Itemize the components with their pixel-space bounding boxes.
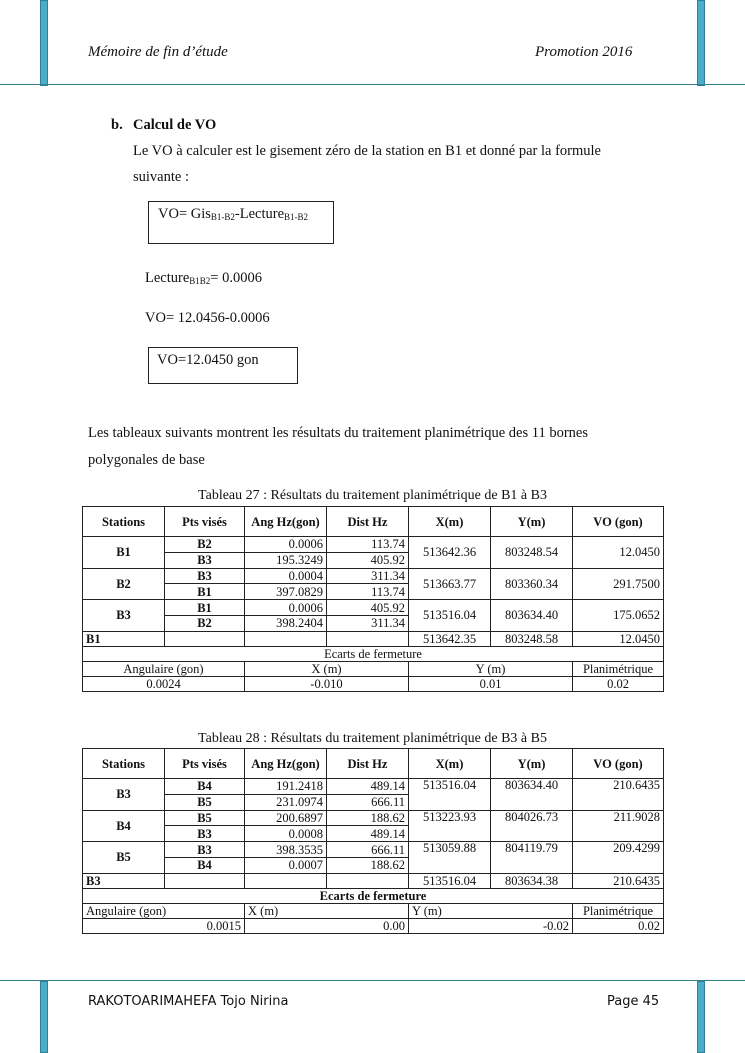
formula-part: -Lecture	[234, 206, 285, 222]
empty-cell	[327, 631, 409, 646]
lecture-sub: B1B2	[189, 276, 211, 286]
vo-result: VO=12.0450 gon	[157, 352, 259, 368]
lecture-label: Lecture	[145, 270, 190, 286]
section-marker: b.	[111, 117, 123, 133]
table-row	[83, 810, 664, 826]
header-left: Mémoire de fin d’étude	[88, 44, 228, 60]
dist-hz: 311.34	[327, 615, 409, 631]
dist-hz: 188.62	[327, 857, 409, 873]
ecarts-value: 0.0024	[83, 676, 245, 691]
vo-value: 210.6435	[573, 779, 664, 811]
table28-caption: Tableau 28 : Résultats du traitement planimétrique de B3 à B5	[198, 731, 547, 746]
sight-point: B5	[165, 794, 245, 810]
ecarts-label: X (m)	[245, 661, 409, 676]
ecarts-value: 0.01	[409, 676, 573, 691]
empty-cell	[327, 873, 409, 888]
ecarts-label-row	[83, 661, 664, 676]
dist-hz: 489.14	[327, 779, 409, 795]
x-coord: 513516.04	[409, 873, 491, 888]
column-header: Pts visés	[165, 749, 245, 779]
sight-point: B4	[165, 779, 245, 795]
y-coord: 803634.40	[491, 779, 573, 811]
vo-value: 291.7500	[573, 568, 664, 600]
paragraph-line1: Les tableaux suivants montrent les résultats du traitement planimétrique des 11 bornes	[88, 425, 588, 441]
table-row	[83, 600, 664, 616]
vo-value: 209.4299	[573, 842, 664, 874]
table-28	[82, 748, 664, 934]
sight-point: B2	[165, 537, 245, 553]
footer-bar-right	[697, 981, 705, 1053]
sight-point: B5	[165, 810, 245, 826]
footer-page: Page 45	[607, 994, 660, 1009]
column-header: Stations	[83, 507, 165, 537]
station-cell: B4	[83, 810, 165, 842]
column-header: Stations	[83, 749, 165, 779]
column-header: VO (gon)	[573, 749, 664, 779]
y-coord: 804119.79	[491, 842, 573, 874]
footer-divider	[0, 980, 745, 981]
intro-line2: suivante :	[133, 169, 189, 185]
ang-hz: 231.0974	[245, 794, 327, 810]
ecarts-value-row	[83, 918, 664, 933]
sight-point: B1	[165, 600, 245, 616]
column-header: X(m)	[409, 749, 491, 779]
y-coord: 804026.73	[491, 810, 573, 842]
table-row	[83, 537, 664, 553]
ecarts-label: Y (m)	[409, 661, 573, 676]
ang-hz: 0.0006	[245, 600, 327, 616]
table-row	[83, 779, 664, 795]
column-header: VO (gon)	[573, 507, 664, 537]
station-cell: B1	[83, 631, 165, 646]
sight-point: B3	[165, 552, 245, 568]
closing-row	[83, 631, 664, 646]
station-cell: B5	[83, 842, 165, 874]
x-coord: 513516.04	[409, 600, 491, 632]
column-header: Y(m)	[491, 749, 573, 779]
y-coord: 803248.58	[491, 631, 573, 646]
table-row	[83, 842, 664, 858]
sight-point: B3	[165, 826, 245, 842]
footer-bar-left	[40, 981, 48, 1053]
empty-cell	[165, 631, 245, 646]
ecarts-value: 0.00	[245, 918, 409, 933]
dist-hz: 666.11	[327, 842, 409, 858]
ecarts-label: Angulaire (gon)	[83, 661, 245, 676]
empty-cell	[165, 873, 245, 888]
vo-value: 175.0652	[573, 600, 664, 632]
dist-hz: 311.34	[327, 568, 409, 584]
header-right: Promotion 2016	[535, 44, 633, 60]
x-coord: 513516.04	[409, 779, 491, 811]
empty-cell	[245, 631, 327, 646]
sight-point: B1	[165, 584, 245, 600]
x-coord: 513642.35	[409, 631, 491, 646]
station-cell: B3	[83, 873, 165, 888]
ecarts-value: -0.02	[409, 918, 573, 933]
vo-value: 12.0450	[573, 537, 664, 569]
ecarts-title: Ecarts de fermeture	[83, 888, 664, 903]
ecarts-label: X (m)	[245, 903, 409, 918]
station-cell: B3	[83, 779, 165, 811]
ecarts-label: Y (m)	[409, 903, 573, 918]
vo-value: 12.0450	[573, 631, 664, 646]
ecarts-title-row	[83, 646, 664, 661]
station-cell: B1	[83, 537, 165, 569]
ecarts-value-row	[83, 676, 664, 691]
vo-value: 210.6435	[573, 873, 664, 888]
empty-cell	[245, 873, 327, 888]
station-cell: B3	[83, 600, 165, 632]
station-cell: B2	[83, 568, 165, 600]
footer-author: RAKOTOARIMAHEFA Tojo Nirina	[88, 994, 289, 1009]
y-coord: 803360.34	[491, 568, 573, 600]
ecarts-label: Angulaire (gon)	[83, 903, 245, 918]
dist-hz: 405.92	[327, 552, 409, 568]
ang-hz: 0.0007	[245, 857, 327, 873]
header-bar-right	[697, 0, 705, 86]
ang-hz: 200.6897	[245, 810, 327, 826]
y-coord: 803634.40	[491, 600, 573, 632]
table-row	[83, 568, 664, 584]
column-header: X(m)	[409, 507, 491, 537]
ecarts-value: 0.0015	[83, 918, 245, 933]
formula-part: VO= Gis	[158, 206, 211, 222]
ang-hz: 398.3535	[245, 842, 327, 858]
ang-hz: 191.2418	[245, 779, 327, 795]
ang-hz: 0.0008	[245, 826, 327, 842]
dist-hz: 113.74	[327, 584, 409, 600]
dist-hz: 666.11	[327, 794, 409, 810]
closing-row	[83, 873, 664, 888]
ecarts-label-row	[83, 903, 664, 918]
intro-line1: Le VO à calculer est le gisement zéro de la station en B1 et donné par la formule	[133, 143, 601, 159]
ecarts-title-row	[83, 888, 664, 903]
x-coord: 513642.36	[409, 537, 491, 569]
vo-value: 211.9028	[573, 810, 664, 842]
x-coord: 513663.77	[409, 568, 491, 600]
sight-point: B3	[165, 842, 245, 858]
y-coord: 803634.38	[491, 873, 573, 888]
column-header: Ang Hz(gon)	[245, 507, 327, 537]
column-header: Y(m)	[491, 507, 573, 537]
formula	[158, 206, 308, 223]
vo-calc: VO= 12.0456-0.0006	[145, 310, 270, 326]
formula-sub: B1-B2	[284, 212, 309, 222]
sight-point: B3	[165, 568, 245, 584]
y-coord: 803248.54	[491, 537, 573, 569]
lecture-line	[145, 270, 262, 287]
header-row	[83, 507, 664, 537]
header-bar-left	[40, 0, 48, 86]
lecture-value: = 0.0006	[210, 270, 262, 286]
sight-point: B4	[165, 857, 245, 873]
dist-hz: 113.74	[327, 537, 409, 553]
header-row	[83, 749, 664, 779]
ang-hz: 195.3249	[245, 552, 327, 568]
dist-hz: 489.14	[327, 826, 409, 842]
column-header: Dist Hz	[327, 749, 409, 779]
formula-sub: B1-B2	[210, 212, 235, 222]
ang-hz: 397.0829	[245, 584, 327, 600]
ecarts-label: Planimétrique	[573, 903, 664, 918]
x-coord: 513223.93	[409, 810, 491, 842]
table27-caption: Tableau 27 : Résultats du traitement planimétrique de B1 à B3	[198, 488, 547, 503]
ang-hz: 398.2404	[245, 615, 327, 631]
ecarts-value: 0.02	[573, 676, 664, 691]
table-27	[82, 506, 664, 692]
dist-hz: 188.62	[327, 810, 409, 826]
column-header: Ang Hz(gon)	[245, 749, 327, 779]
ecarts-value: 0.02	[573, 918, 664, 933]
ecarts-label: Planimétrique	[573, 661, 664, 676]
paragraph-line2: polygonales de base	[88, 452, 205, 468]
x-coord: 513059.88	[409, 842, 491, 874]
ang-hz: 0.0006	[245, 537, 327, 553]
sight-point: B2	[165, 615, 245, 631]
ecarts-title: Ecarts de fermeture	[83, 646, 664, 661]
ang-hz: 0.0004	[245, 568, 327, 584]
header-divider	[0, 84, 745, 85]
column-header: Dist Hz	[327, 507, 409, 537]
column-header: Pts visés	[165, 507, 245, 537]
dist-hz: 405.92	[327, 600, 409, 616]
ecarts-value: -0.010	[245, 676, 409, 691]
section-title: Calcul de VO	[133, 117, 217, 133]
